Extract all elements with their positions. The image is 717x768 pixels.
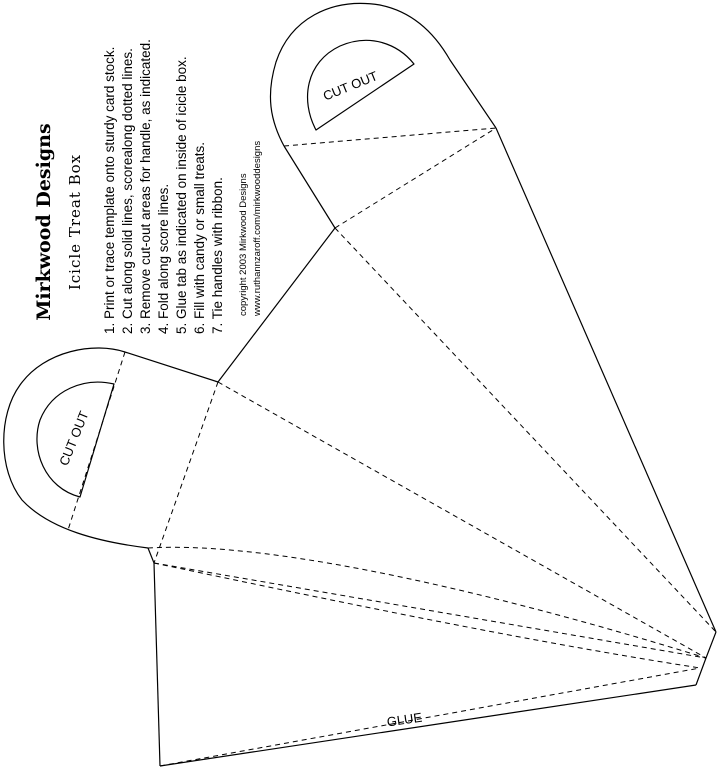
instruction-line: 1. Print or trace template onto sturdy card stock. [102, 46, 117, 334]
instruction-line: 5. Glue tab as indicated on inside of icicle box. [174, 56, 189, 334]
instructions-list [102, 39, 225, 334]
upper-edge-cut-line-a [125, 352, 218, 382]
upper-edge-cut-line-c [284, 146, 335, 228]
copyright-block [238, 141, 263, 317]
instruction-line: 3. Remove cut-out areas for handle, as indicated. [138, 39, 153, 334]
score-line-glue-tab [160, 668, 700, 766]
copyright-text: copyright 2003 Mirkwood Designs [238, 173, 249, 316]
website-text: www.ruthannzaroff.com/mirkwooddesigns [252, 140, 263, 316]
score-line-lower [154, 563, 700, 668]
instruction-line: 4. Fold along score lines. [156, 183, 171, 334]
score-line-top-right [335, 128, 496, 228]
instruction-line: 7. Tie handles with ribbon. [210, 177, 225, 334]
score-line-left-top [218, 382, 706, 658]
glue-tab-label: GLUE [385, 709, 423, 730]
glue-tab-bottom-cut-line [160, 685, 696, 766]
product-subtitle: Icicle Treat Box [66, 153, 84, 291]
glue-tab-left-cut-line [154, 563, 160, 766]
brand-title: Mirkwood Designs [33, 123, 55, 321]
top-cutout-label: CUT OUT [320, 68, 380, 104]
instruction-line: 2. Cut along solid lines, scorealong dotted lines. [120, 48, 135, 334]
left-cutout-label: CUT OUT [56, 408, 92, 468]
left-notch-cut-line [148, 548, 154, 563]
score-line-mid [154, 563, 706, 658]
score-line-left-handle-base-2 [154, 382, 218, 563]
top-handle-cut-line [270, 3, 496, 146]
right-edge-cut-line [496, 128, 716, 632]
score-line-center-to-tip [335, 228, 716, 632]
upper-edge-cut-line-b [218, 228, 335, 382]
score-line-left-curve [148, 547, 706, 658]
score-line-top-handle-base [284, 128, 496, 146]
instruction-line: 6. Fill with candy or small treats. [192, 141, 207, 334]
tip-cut-line [696, 632, 716, 685]
